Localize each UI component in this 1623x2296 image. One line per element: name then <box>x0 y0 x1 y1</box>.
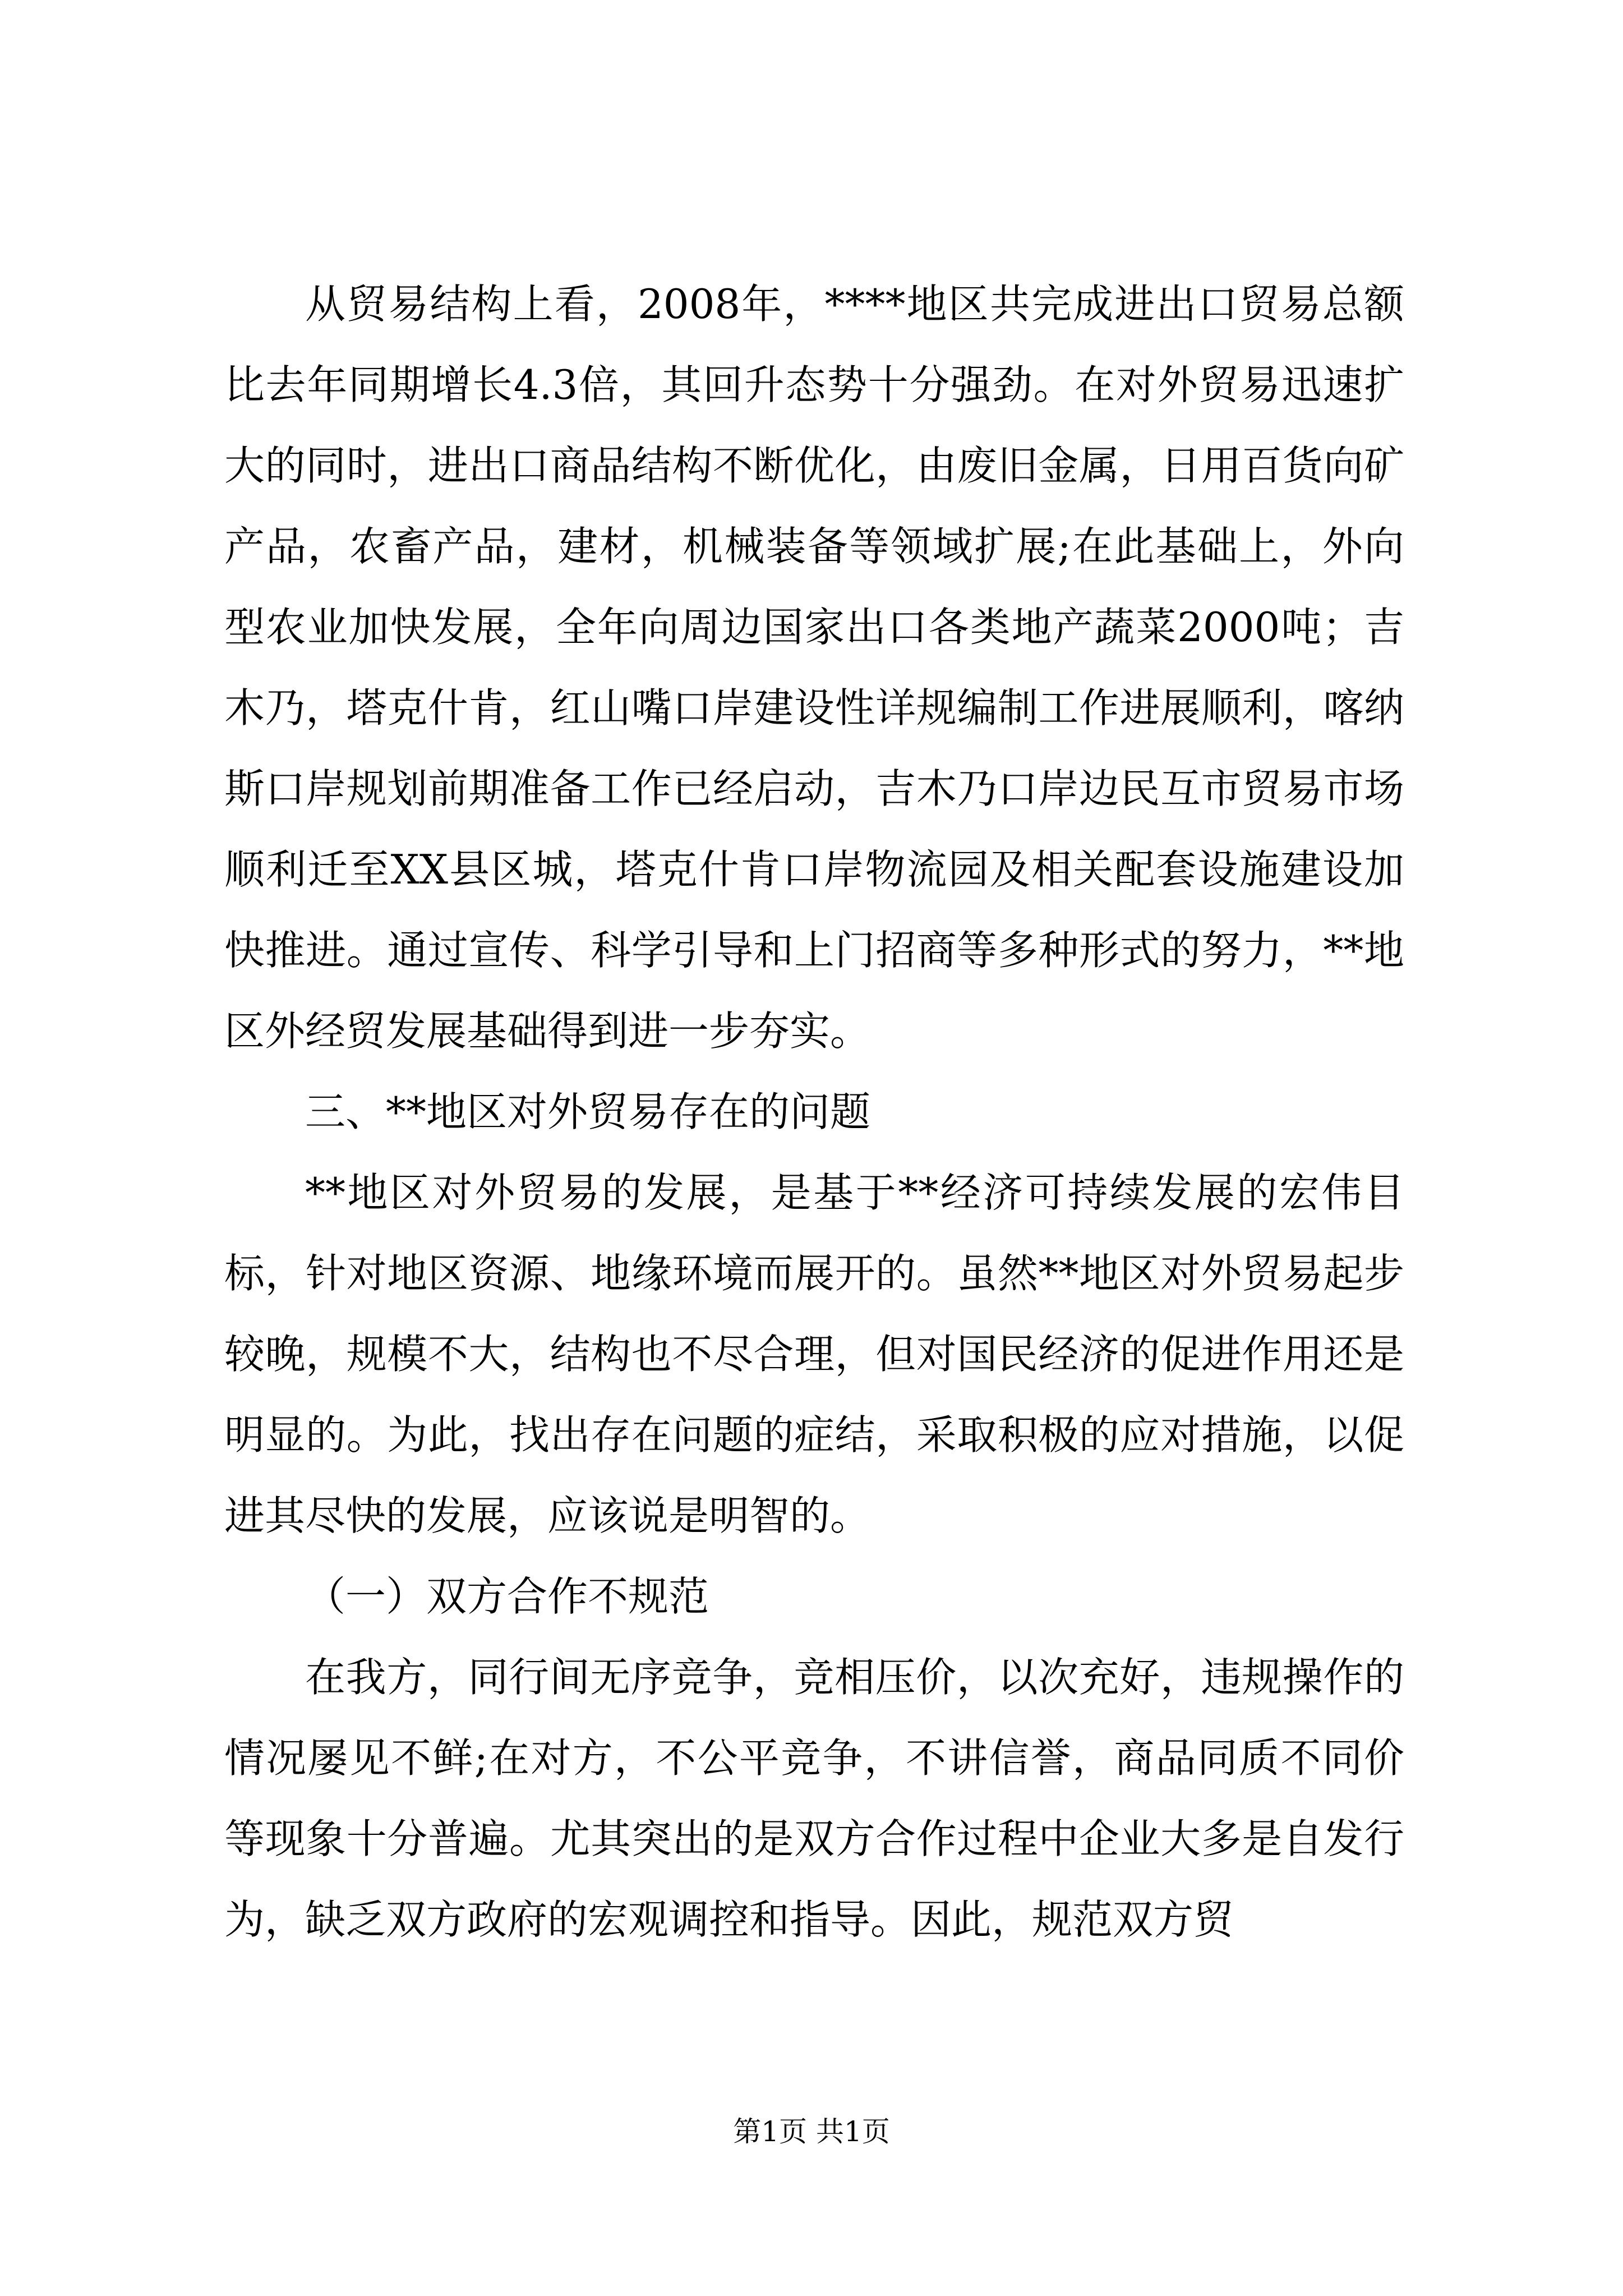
paragraph-problems-intro: **地区对外贸易的发展，是基于**经济可持续发展的宏伟目标，针对地区资源、地缘环境而展开的。虽然**地区对外贸易起步较晚，规模不大，结构也不尽合理，但对国民经济的促进作用还是明显的。为此，找出存在问题的症结，采取积极的应对措施，以促进其尽快的发展，应该说是明智的。 <box>224 1169 1404 1539</box>
subsection-heading-cooperation: （一）双方合作不规范 <box>305 1573 709 1620</box>
paragraph-cooperation: 在我方，同行间无序竞争，竞相压价，以次充好，违规操作的情况屡见不鲜;在对方，不公平竞争，不讲信誉，商品同质不同价等现象十分普遍。尤其突出的是双方合作过程中企业大多是自发行为，缺乏双方政府的宏观调控和指导。因此，规范双方贸 <box>224 1654 1404 1943</box>
paragraph-trade-structure: 从贸易结构上看，2008年，****地区共完成进出口贸易总额比去年同期增长4.3倍，其回升态势十分强劲。在对外贸易迅速扩大的同时，进出口商品结构不断优化，由废旧金属，日用百货向矿产品，农畜产品，建材，机械装备等领域扩展;在此基础上，外向型农业加快发展，全年向周边国家出口各类地产蔬菜2000吨；吉木乃，塔克什肯，红山嘴口岸建设性详规编制工作进展顺利，喀纳斯口岸规划前期准备工作已经启动，吉木乃口岸边民互市贸易市场顺利迁至XX县区城，塔克什肯口岸物流园及相关配套设施建设加快推进。通过宣传、科学引导和上门招商等多种形式的努力，**地区外经贸发展基础得到进一步夯实。 <box>224 280 1404 1055</box>
document-body <box>224 264 1404 1960</box>
page-footer: 第1页 共1页 <box>733 2115 890 2148</box>
section-heading-problems: 三、**地区对外贸易存在的问题 <box>305 1088 871 1135</box>
